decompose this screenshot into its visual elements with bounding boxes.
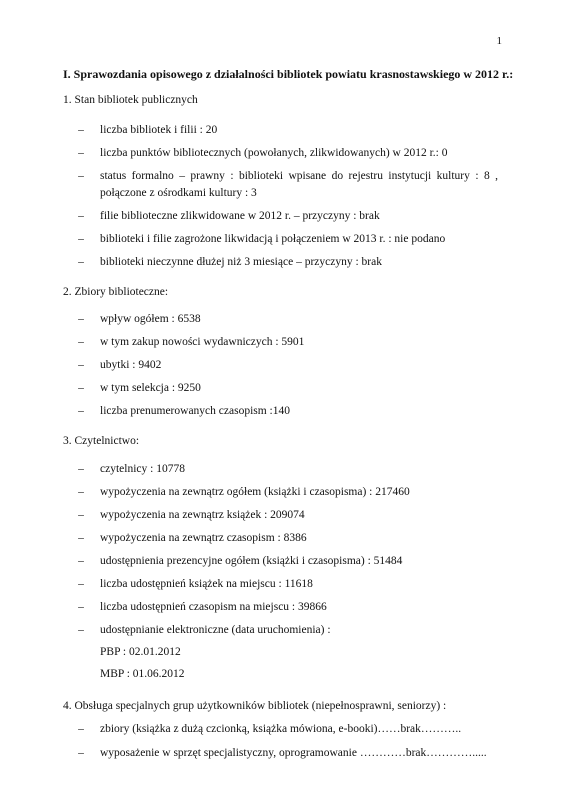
list-item-text: liczba prenumerowanych czasopism :140 [100,405,291,417]
list-dash: – [78,147,84,159]
document-title: I. Sprawozdania opisowego z działalności bibliotek powiatu krasnostawskiego w 2012 r.: [63,67,514,81]
list-item-text: liczba udostępnień książek na miejscu : 11618 [100,578,313,590]
list-item-text: status formalno – prawny : biblioteki wpisane do rejestru instytucji kultury : 8 , [100,170,498,182]
list-item-text: czytelnicy : 10778 [100,463,185,475]
list-dash: – [78,624,84,636]
list-item-text: wyposażenie w sprzęt specjalistyczny, oprogramowanie …………brak…………..... [100,747,487,759]
sub-item-pbp: PBP : 02.01.2012 [100,646,181,658]
list-item-text: wypożyczenia na zewnątrz czasopism : 8386 [100,532,307,544]
list-item-text: liczba bibliotek i filii : 20 [100,124,218,136]
list-item-text: biblioteki nieczynne dłużej niż 3 miesiące – przyczyny : brak [100,256,382,268]
list-item-text: liczba udostępnień czasopism na miejscu : 39866 [100,601,327,613]
list-dash: – [78,124,84,136]
list-item-text: udostępnienia prezencyjne ogółem (książki i czasopisma) : 51484 [100,555,403,567]
section-heading-zbiory: 2. Zbiory biblioteczne: [63,286,169,298]
list-dash: – [78,256,84,268]
list-dash: – [78,382,84,394]
list-dash: – [78,723,84,735]
list-item-text: w tym selekcja : 9250 [100,382,201,394]
list-dash: – [78,359,84,371]
list-dash: – [78,601,84,613]
list-dash: – [78,486,84,498]
list-dash: – [78,233,84,245]
section-heading-obsluga: 4. Obsługa specjalnych grup użytkowników bibliotek (niepełnosprawni, seniorzy) : [63,700,447,712]
list-item-text: wpływ ogółem : 6538 [100,313,201,325]
list-dash: – [78,555,84,567]
list-item-text: zbiory (książka z dużą czcionką, książka mówiona, e-booki)……brak……….. [100,723,462,735]
list-item-text: w tym zakup nowości wydawniczych : 5901 [100,336,305,348]
list-item-text: filie biblioteczne zlikwidowane w 2012 r. – przyczyny : brak [100,210,380,222]
sub-item-mbp: MBP : 01.06.2012 [100,668,185,680]
section-heading-czytelnictwo: 3. Czytelnictwo: [63,435,140,447]
list-item-text: połączone z ośrodkami kultury : 3 [100,187,257,199]
list-dash: – [78,747,84,759]
list-item-text: wypożyczenia na zewnątrz ogółem (książki i czasopisma) : 217460 [100,486,410,498]
list-item-text: udostępnianie elektroniczne (data uruchomienia) : [100,624,331,636]
list-item-text: biblioteki i filie zagrożone likwidacją i połączeniem w 2013 r. : nie podano [100,233,446,245]
list-item-text: ubytki : 9402 [100,359,162,371]
page-number: 1 [496,35,502,47]
list-dash: – [78,313,84,325]
list-dash: – [78,509,84,521]
list-item-text: liczba punktów bibliotecznych (powołanych, zlikwidowanych) w 2012 r.: 0 [100,147,448,159]
list-dash: – [78,210,84,222]
list-dash: – [78,170,84,182]
list-dash: – [78,578,84,590]
list-dash: – [78,463,84,475]
list-item-text: wypożyczenia na zewnątrz książek : 209074 [100,509,305,521]
section-heading-stan-bibliotek: 1. Stan bibliotek publicznych [63,94,198,106]
list-dash: – [78,405,84,417]
list-dash: – [78,532,84,544]
list-dash: – [78,336,84,348]
